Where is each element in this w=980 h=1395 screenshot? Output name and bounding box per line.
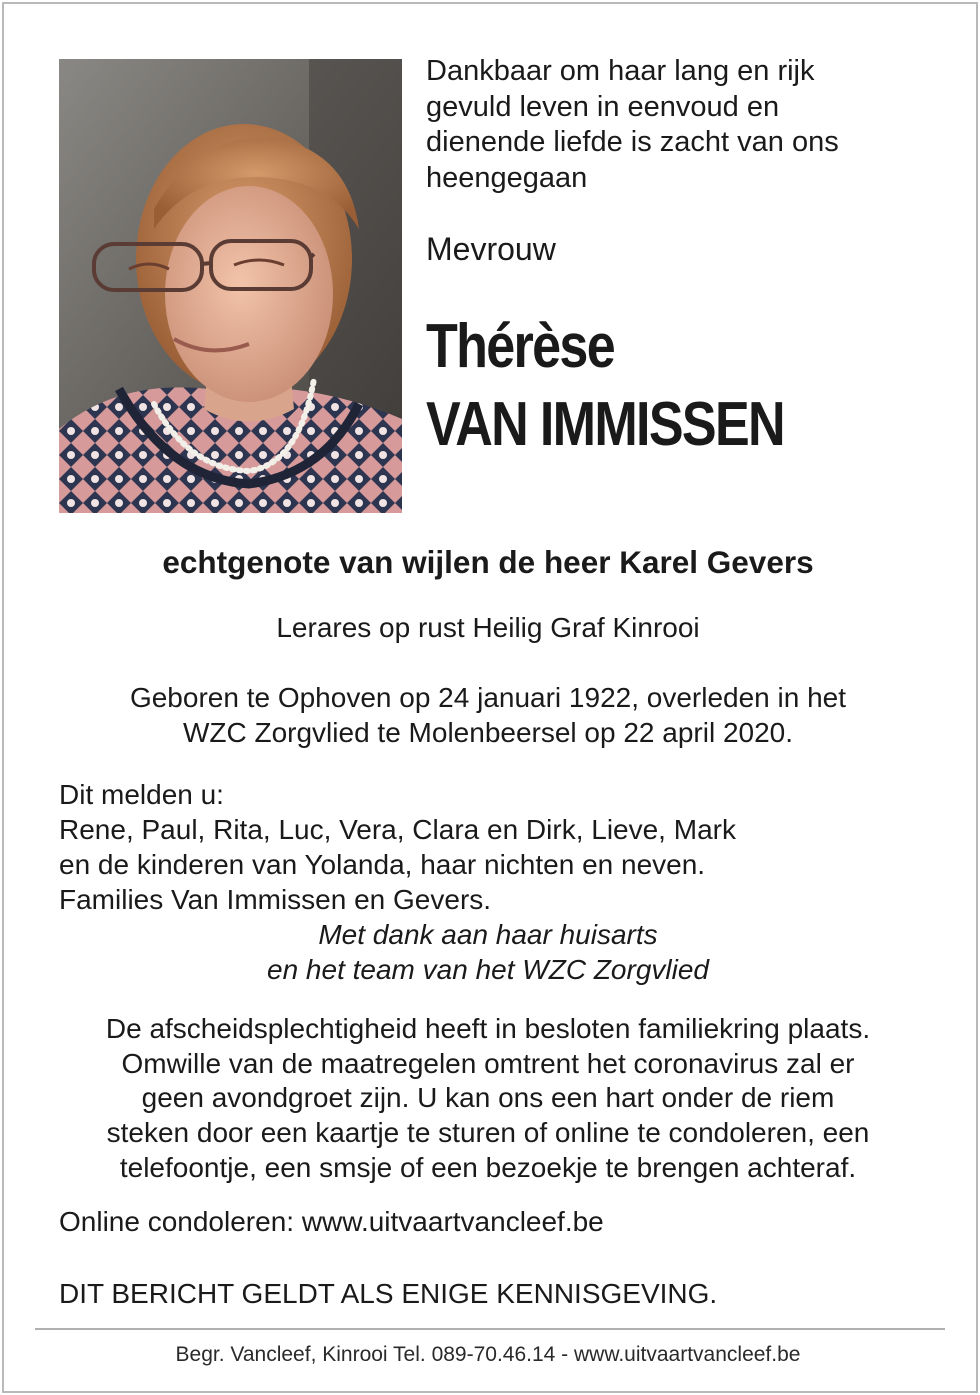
first-name: Thérèse (426, 312, 615, 381)
ceremony-line: geen avondgroet zijn. U kan ons een hart onder de riem (141, 1082, 835, 1114)
announce-line: Families Van Immissen en Gevers. (59, 884, 492, 915)
ceremony-line: De afscheidsplechtigheid heeft in besloten familiekring plaats. (105, 1013, 871, 1044)
announcement (59, 777, 939, 917)
intro-text (426, 54, 926, 196)
notice-line: DIT BERICHT GELDT ALS ENIGE KENNISGEVING. (59, 1278, 718, 1309)
announce-line: en de kinderen van Yolanda, haar nichten en neven. (59, 849, 706, 880)
honorific: Mevrouw (426, 231, 556, 267)
intro-line: heengegaan (426, 161, 588, 194)
portrait-photo (59, 59, 402, 513)
thanks-note (0, 917, 976, 987)
ceremony-line: steken door een kaartje te sturen of online te condoleren, een (106, 1117, 870, 1149)
ceremony-line: Omwille van de maatregelen omtrent het coronavirus zal er (121, 1047, 855, 1079)
deceased-name (426, 308, 784, 464)
profession-line: Lerares op rust Heilig Graf Kinrooi (276, 612, 700, 643)
spouse-line: echtgenote van wijlen de heer Karel Gevers (162, 544, 814, 580)
born-line: Geboren te Ophoven op 24 januari 1922, overleden in het (129, 682, 847, 713)
thanks-line: en het team van het WZC Zorgvlied (267, 954, 709, 985)
ceremony-text (0, 1012, 976, 1186)
online-condolence: Online condoleren: www.uitvaartvancleef.be (59, 1206, 604, 1237)
announce-line: Dit melden u: (59, 779, 224, 810)
thanks-line: Met dank aan haar huisarts (318, 919, 658, 950)
funeral-home-footer: Begr. Vancleef, Kinrooi Tel. 089-70.46.14 - www.uitvaartvancleef.be (175, 1343, 801, 1366)
intro-line: dienende liefde is zacht van ons (426, 126, 839, 158)
last-name: VAN IMMISSEN (426, 390, 784, 459)
intro-line: gevuld leven in eenvoud en (426, 90, 780, 123)
footer-divider (35, 1328, 945, 1330)
ceremony-line: telefoontje, een smsje of een bezoekje te brengen achteraf. (119, 1151, 857, 1183)
birth-death-details (0, 680, 976, 750)
born-line: WZC Zorgvlied te Molenbeersel op 22 april 2020. (182, 717, 794, 748)
announce-line: Rene, Paul, Rita, Luc, Vera, Clara en Dirk, Lieve, Mark (59, 814, 736, 845)
intro-line: Dankbaar om haar lang en rijk (426, 55, 815, 87)
